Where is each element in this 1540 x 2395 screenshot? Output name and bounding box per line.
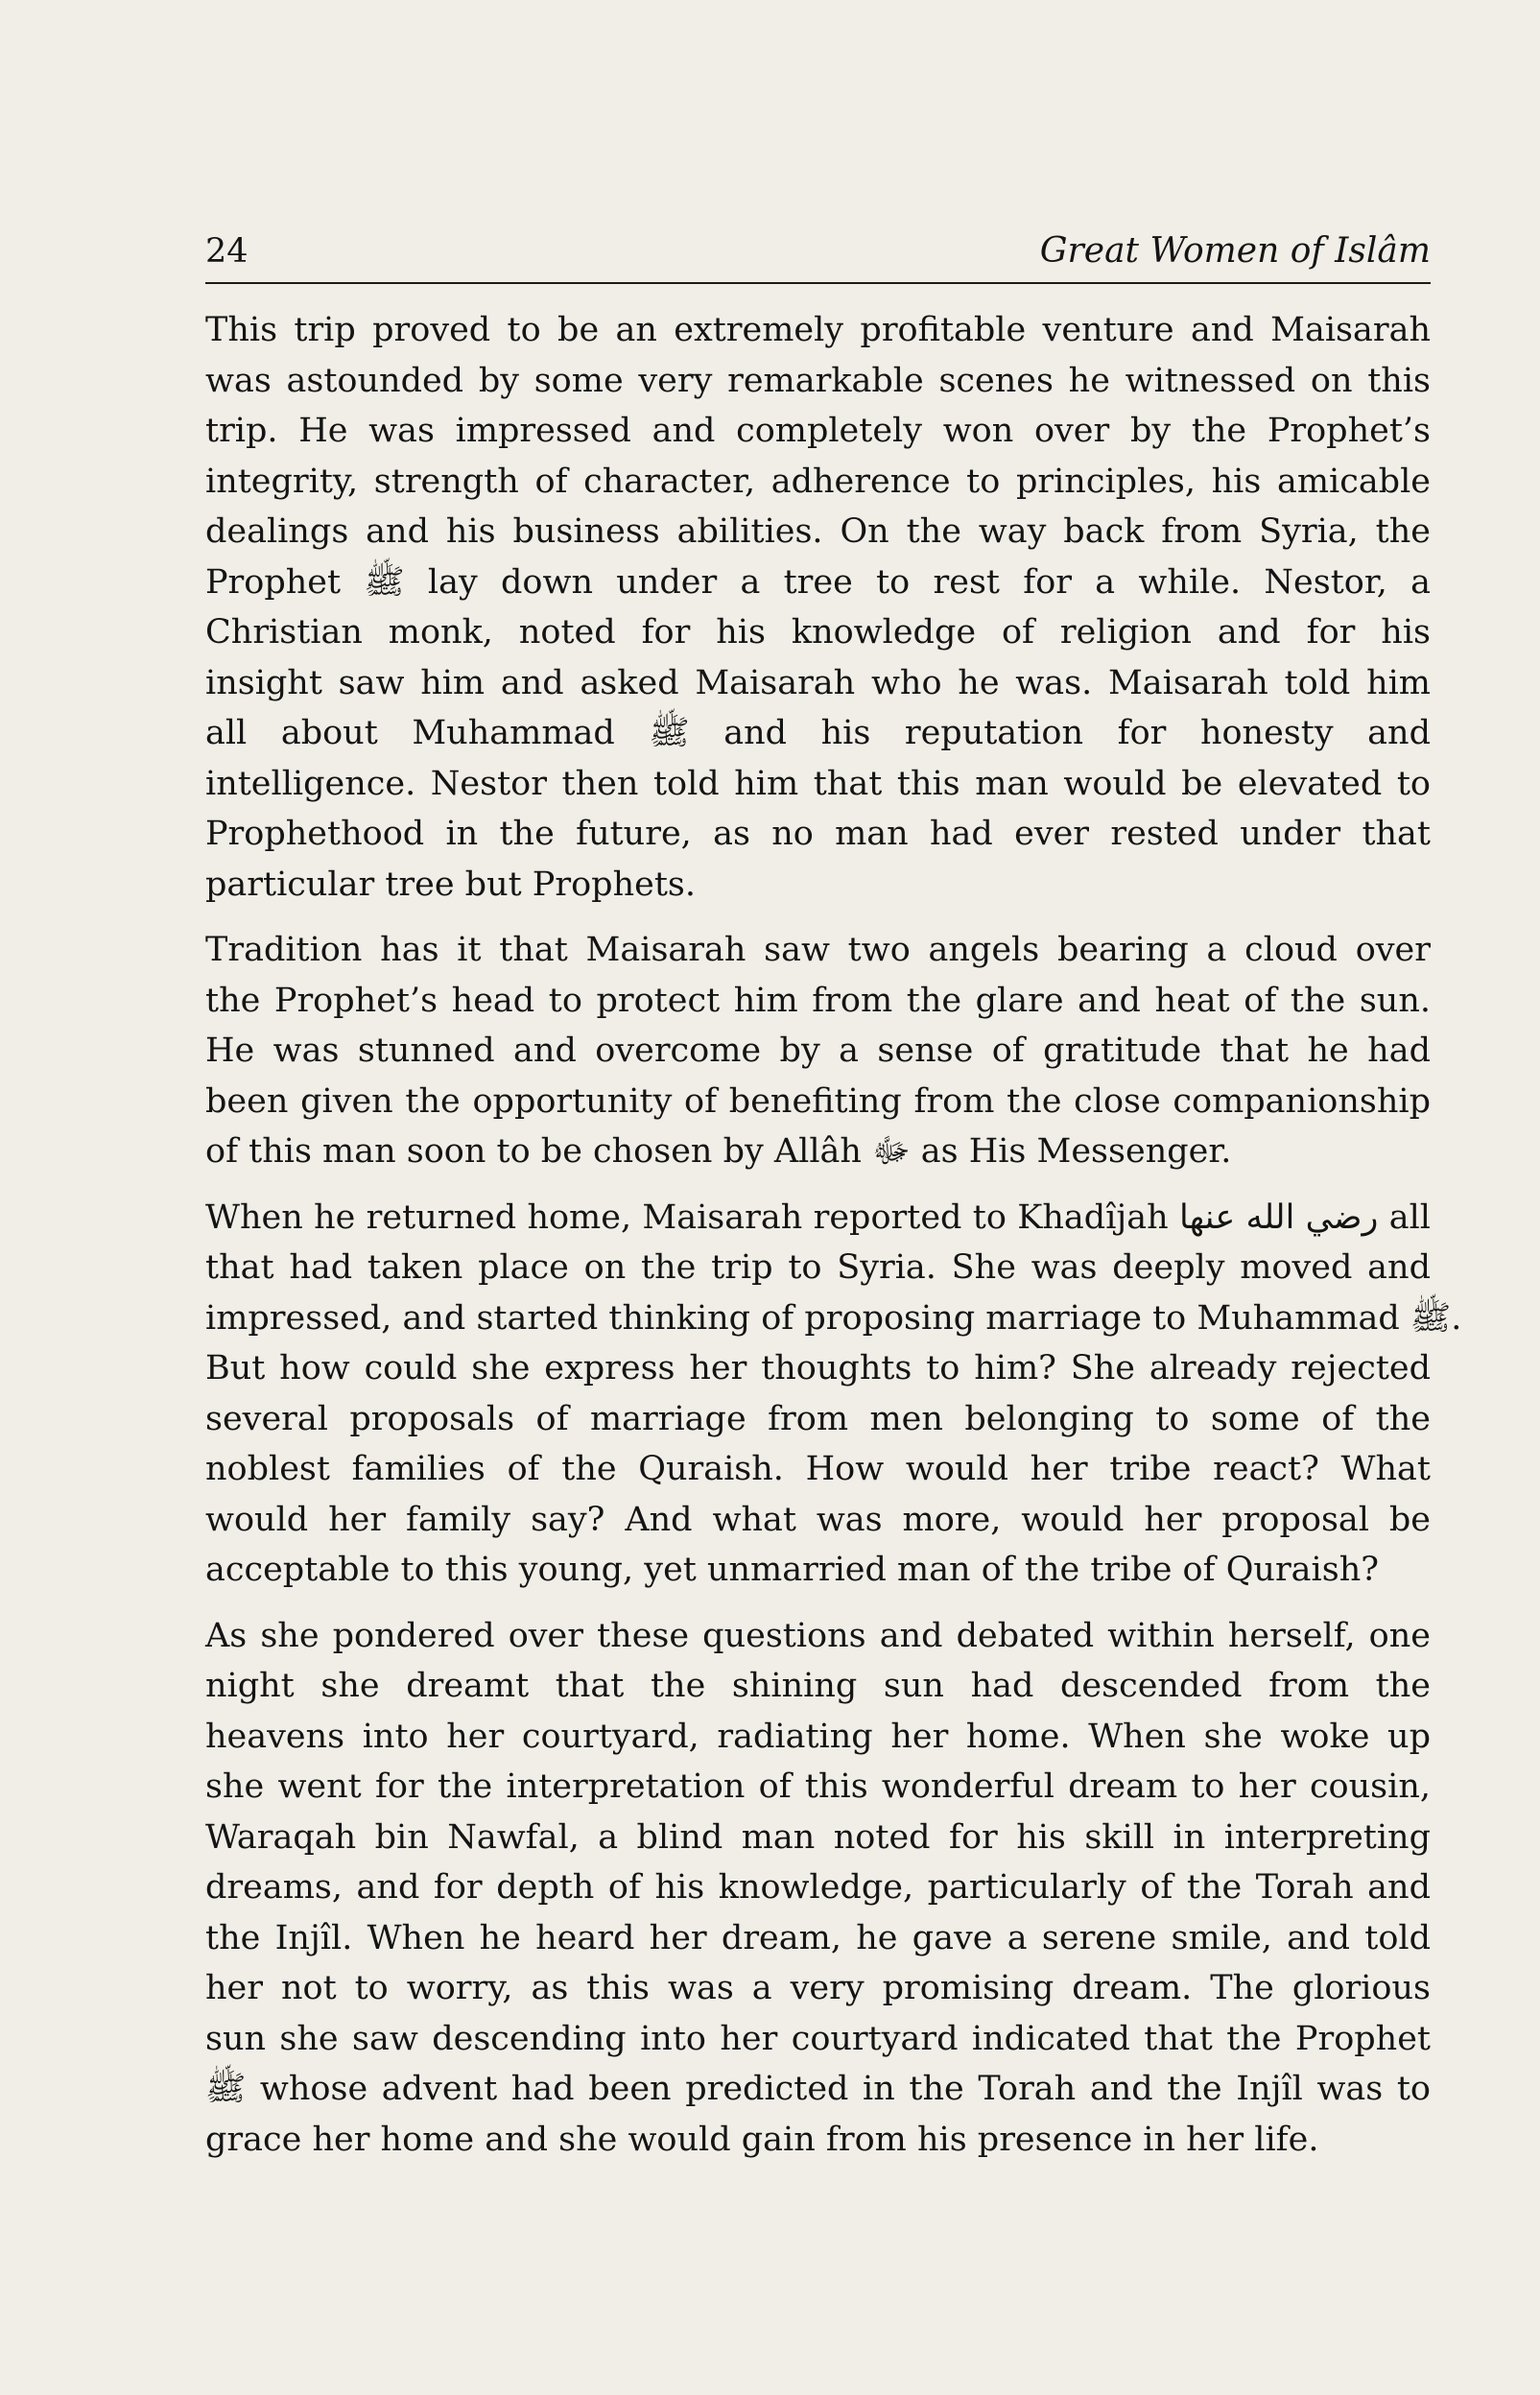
text-line: sun she saw descending into her courtyard indicated that the Prophet (205, 2019, 1431, 2058)
text-line: But how could she express her thoughts to him? She already rejected (205, 1349, 1431, 1387)
text-line: particular tree but Prophets. (205, 865, 696, 904)
page-header (205, 225, 1431, 284)
text-line: of this man soon to be chosen by Allâh ﷻ as His Messenger. (205, 1132, 1232, 1171)
text-line: integrity, strength of character, adherence to principles, his amicable (205, 462, 1431, 501)
text-line: heavens into her courtyard, radiating her home. When she woke up (205, 1717, 1431, 1756)
text-line: insight saw him and asked Maisarah who he was. Maisarah told him (205, 663, 1431, 702)
text-line: noblest families of the Quraish. How would her tribe react? What (205, 1450, 1431, 1488)
text-line: been given the opportunity of benefiting from the close companionship (205, 1081, 1431, 1121)
text-line: He was stunned and overcome by a sense of gratitude that he had (205, 1032, 1431, 1070)
text-line: the Prophet’s head to protect him from the glare and heat of the sun. (205, 981, 1431, 1020)
text-line: that had taken place on the trip to Syria. She was deeply moved and (205, 1248, 1431, 1287)
body-text (205, 305, 1462, 2180)
paragraph (205, 925, 1431, 1177)
text-line: Christian monk, noted for his knowledge of religion and for his (205, 613, 1431, 652)
text-line: her not to worry, as this was a very promising dream. The glorious (205, 1969, 1431, 2007)
text-line: impressed, and started thinking of proposing marriage to Muhammad ﷺ. (205, 1298, 1462, 1338)
text-line: trip. He was impressed and completely won over by the Prophet’s (205, 412, 1431, 450)
paragraph (205, 1193, 1462, 1596)
text-line: intelligence. Nestor then told him that this man would be elevated to (205, 764, 1431, 803)
text-line: When he returned home, Maisarah reported to Khadîjah رضي الله عنها all (205, 1198, 1432, 1237)
text-line: Prophethood in the future, as no man had ever rested under that (205, 815, 1431, 853)
text-line: she went for the interpretation of this wonderful dream to her cousin, (205, 1767, 1431, 1806)
text-line: Prophet ﷺ lay down under a tree to rest for a while. Nestor, a (205, 562, 1432, 602)
page-number: 24 (205, 232, 249, 271)
text-line: dealings and his business abilities. On the way back from Syria, the (205, 512, 1431, 551)
text-line: acceptable to this young, yet unmarried man of the tribe of Quraish? (205, 1551, 1380, 1589)
text-line: would her family say? And what was more, would her proposal be (205, 1500, 1431, 1539)
text-line: grace her home and she would gain from his presence in her life. (205, 2120, 1319, 2159)
text-line: dreams, and for depth of his knowledge, particularly of the Torah and (205, 1868, 1431, 1907)
paragraph (205, 305, 1431, 910)
text-line: all about Muhammad ﷺ and his reputation for honesty and (205, 714, 1431, 752)
text-line: night she dreamt that the shining sun had descended from the (205, 1667, 1431, 1705)
text-line: This trip proved to be an extremely profitable venture and Maisarah (205, 311, 1431, 349)
text-line: ﷺ whose advent had been predicted in the Torah and the Injîl was to (205, 2070, 1431, 2108)
text-line: Tradition has it that Maisarah saw two angels bearing a cloud over (205, 931, 1431, 969)
text-line: several proposals of marriage from men belonging to some of the (205, 1399, 1431, 1438)
text-line: As she pondered over these questions and debated within herself, one (205, 1616, 1431, 1655)
paragraph (205, 1611, 1431, 2166)
text-line: was astounded by some very remarkable scenes he witnessed on this (205, 361, 1431, 400)
text-line: Waraqah bin Nawfal, a blind man noted for his skill in interpreting (205, 1817, 1431, 1857)
running-title: Great Women of Islâm (1039, 231, 1431, 271)
text-line: the Injîl. When he heard her dream, he gave a serene smile, and told (205, 1918, 1431, 1957)
